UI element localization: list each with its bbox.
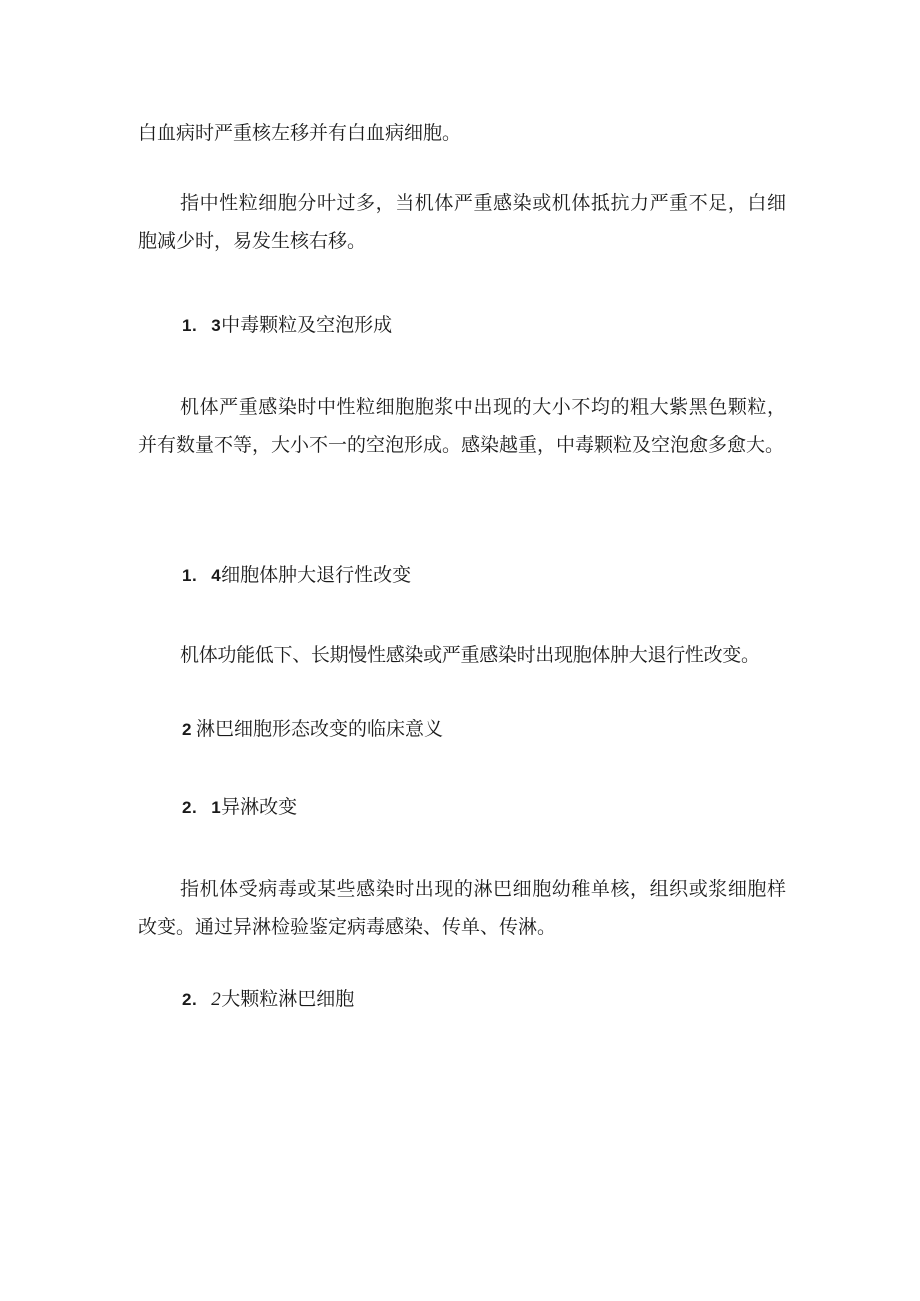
heading-1-3-number-a: 1. bbox=[182, 316, 198, 335]
paragraph-atypical-lymphocyte: 指机体受病毒或某些感染时出现的淋巴细胞幼稚单核，组织或浆细胞样改变。通过异淋检验鉴定病毒感染、传单、传淋。 bbox=[138, 878, 786, 938]
paragraph-degenerative-change: 机体功能低下、长期慢性感染或严重感染时出现胞体肿大退行性改变。 bbox=[180, 644, 760, 666]
heading-2-1-number-b: 1 bbox=[211, 798, 222, 817]
heading-1-3-text: 中毒颗粒及空泡形成 bbox=[221, 314, 393, 336]
heading-2-text: 淋巴细胞形态改变的临床意义 bbox=[195, 718, 443, 740]
heading-2-number: 2 bbox=[182, 720, 192, 739]
heading-1-4 bbox=[182, 556, 411, 595]
heading-2-2 bbox=[182, 980, 354, 1019]
heading-2-1 bbox=[182, 788, 297, 827]
heading-1-4-text: 细胞体肿大退行性改变 bbox=[221, 564, 412, 586]
heading-2 bbox=[182, 710, 443, 749]
heading-1-3-number-b: 3 bbox=[211, 316, 222, 335]
heading-2-2-text: 大颗粒淋巴细胞 bbox=[221, 988, 355, 1010]
heading-1-4-number-a: 1. bbox=[182, 566, 198, 585]
paragraph-leukemia-left-shift: 白血病时严重核左移并有白血病细胞。 bbox=[138, 122, 462, 144]
heading-2-2-number-b: 2 bbox=[211, 989, 222, 1010]
heading-1-3 bbox=[182, 306, 392, 345]
heading-2-1-number-a: 2. bbox=[182, 798, 198, 817]
heading-2-1-text: 异淋改变 bbox=[221, 796, 298, 818]
heading-1-4-number-b: 4 bbox=[211, 566, 222, 585]
heading-2-2-number-a: 2. bbox=[182, 990, 198, 1009]
paragraph-right-shift: 指中性粒细胞分叶过多，当机体严重感染或机体抵抗力严重不足，白细胞减少时，易发生核右移。 bbox=[138, 192, 786, 252]
paragraph-toxic-granules: 机体严重感染时中性粒细胞胞浆中出现的大小不均的粗大紫黑色颗粒，并有数量不等，大小不一的空泡形成。感染越重，中毒颗粒及空泡愈多愈大。 bbox=[138, 396, 786, 456]
